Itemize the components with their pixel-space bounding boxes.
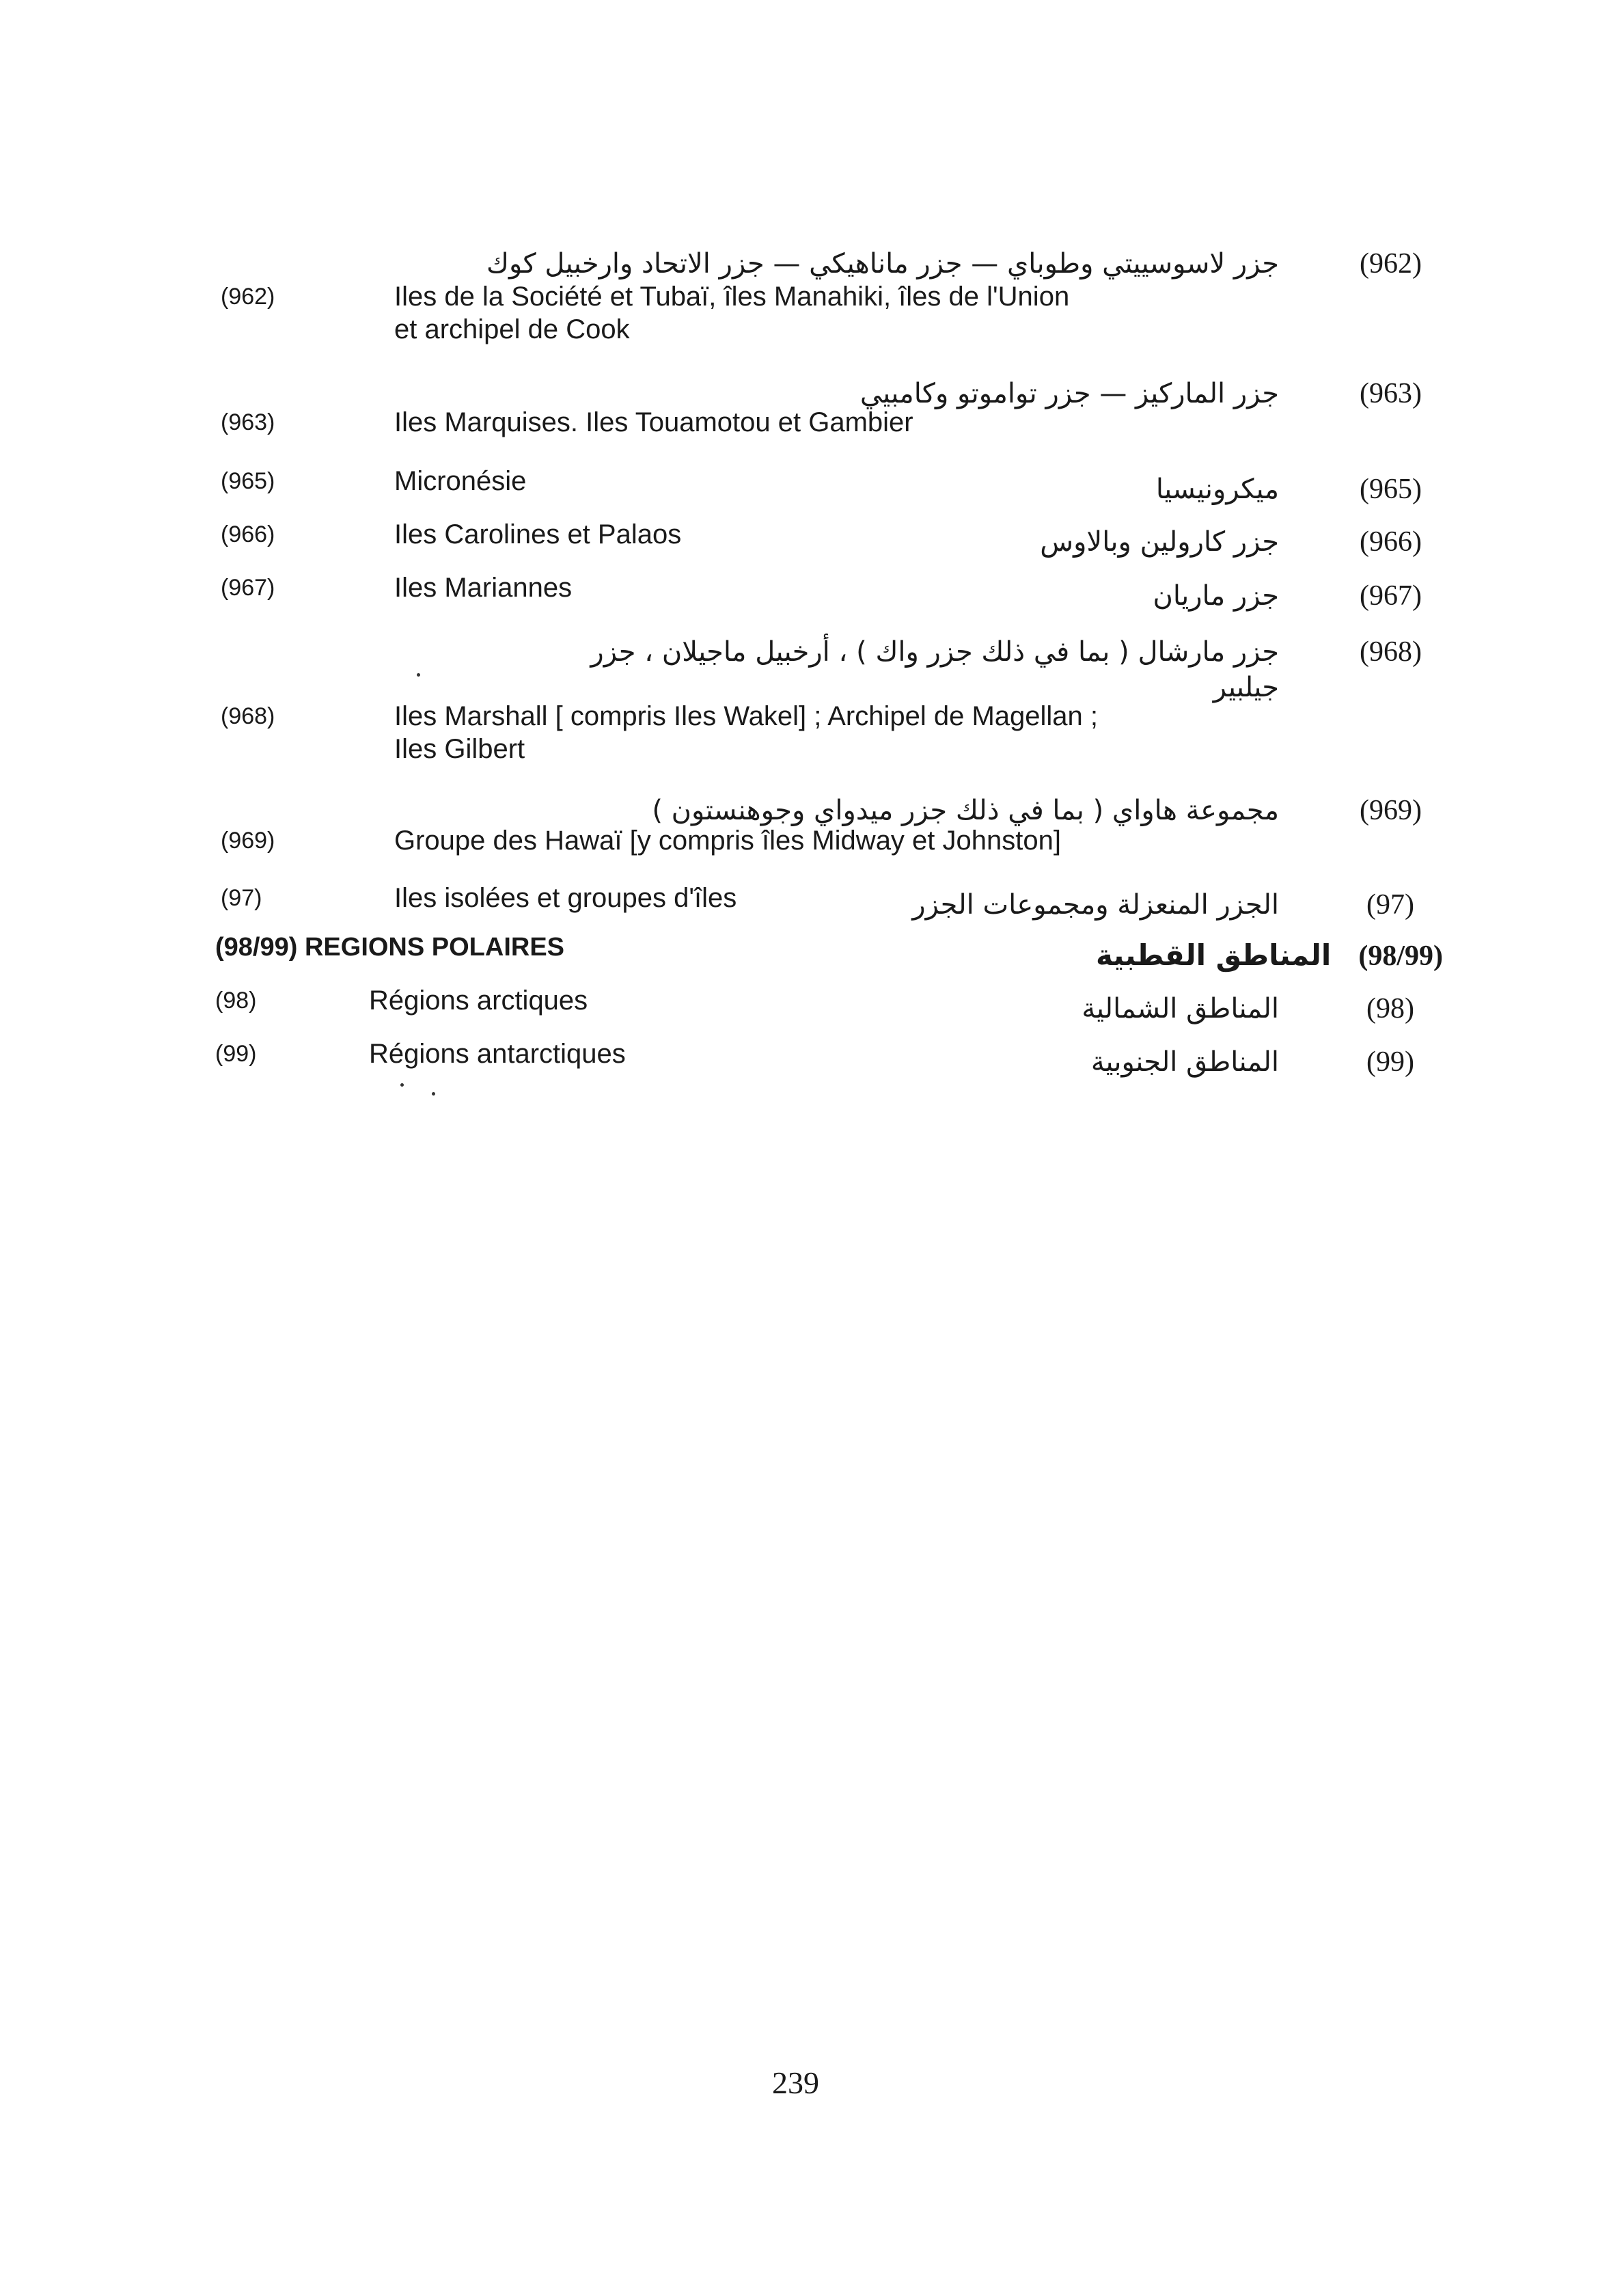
code-arabic-99: (99) (1366, 1046, 1414, 1078)
arabic-962: جزر لاسوسييتي وطوباي — جزر ماناهيكي — جزر الاتحاد وارخبيل كوك (486, 248, 1279, 280)
arabic-968-cont: جيلبير (1213, 672, 1279, 703)
code-french-969: (969) (221, 828, 275, 854)
arabic-97: الجزر المنعزلة ومجموعات الجزر (912, 889, 1279, 921)
code-arabic-967: (967) (1360, 580, 1422, 612)
french-968-cont: Iles Gilbert (394, 734, 525, 764)
code-french-966: (966) (221, 521, 275, 547)
code-french-97: (97) (221, 885, 262, 911)
arabic-967: جزر ماريان (1153, 580, 1279, 612)
code-french-967: (967) (221, 575, 275, 601)
arabic-965: ميكرونيسيا (1155, 474, 1279, 505)
french-965: Micronésie (394, 466, 527, 496)
code-arabic-98: (98) (1366, 993, 1414, 1024)
code-arabic-966: (966) (1360, 526, 1422, 558)
speck-mark (400, 1083, 404, 1087)
code-arabic-963: (963) (1360, 378, 1422, 409)
code-french-962: (962) (221, 284, 275, 310)
code-french-963: (963) (221, 409, 275, 435)
heading-french-polar: (98/99) REGIONS POLAIRES (215, 933, 565, 962)
arabic-969: مجموعة هاواي ( بما في ذلك جزر ميدواي وجوهنستون ) (652, 795, 1279, 826)
french-968: Iles Marshall [ compris Iles Wakel] ; Archipel de Magellan ; (394, 701, 1099, 731)
code-arabic-968: (968) (1360, 636, 1422, 668)
french-99: Régions antarctiques (369, 1039, 626, 1069)
arabic-963: جزر الماركيز — جزر تواموتو وكامبيي (859, 378, 1279, 409)
code-french-968: (968) (221, 703, 275, 729)
code-arabic-97: (97) (1366, 889, 1414, 921)
page-number: 239 (772, 2065, 819, 2100)
code-arabic-965: (965) (1360, 474, 1422, 505)
french-963: Iles Marquises. Iles Touamotou et Gambier (394, 407, 913, 437)
french-969: Groupe des Hawaï [y compris îles Midway et Johnston] (394, 826, 1061, 856)
speck-mark (417, 673, 420, 677)
french-97: Iles isolées et groupes d'îles (394, 883, 737, 913)
code-arabic-969: (969) (1360, 795, 1422, 826)
french-966: Iles Carolines et Palaos (394, 519, 682, 549)
code-french-98: (98) (215, 988, 257, 1014)
code-french-99: (99) (215, 1041, 257, 1067)
speck-mark (432, 1092, 435, 1096)
french-98: Régions arctiques (369, 985, 588, 1016)
french-962-cont: et archipel de Cook (394, 314, 630, 344)
heading-arabic-polar: المناطق القطبية (98/99) (1095, 938, 1443, 972)
arabic-99: المناطق الجنوبية (1090, 1046, 1279, 1078)
french-962: Iles de la Société et Tubaï, îles Manahiki, îles de l'Union (394, 282, 1070, 312)
code-french-965: (965) (221, 468, 275, 494)
french-967: Iles Mariannes (394, 573, 573, 603)
code-arabic-962: (962) (1360, 248, 1422, 280)
arabic-966: جزر كارولين وبالاوس (1040, 526, 1279, 558)
arabic-98: المناطق الشمالية (1082, 993, 1279, 1024)
arabic-968: جزر مارشال ( بما في ذلك جزر واك ) ، أرخبيل ماجيلان ، جزر (590, 636, 1279, 668)
